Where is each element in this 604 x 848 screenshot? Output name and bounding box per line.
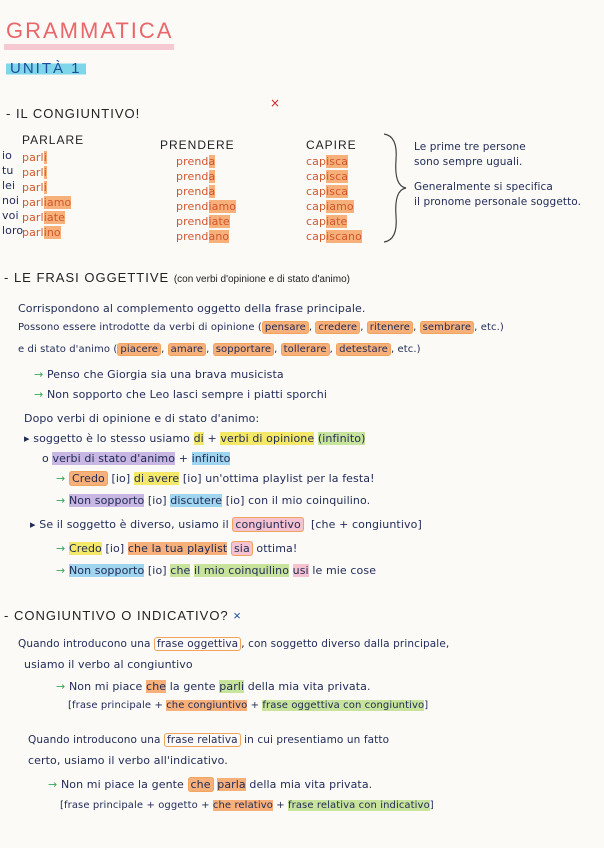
page-title: GRAMMATICA: [6, 18, 174, 43]
pronoun: lei: [2, 179, 16, 192]
arrow-icon: →: [56, 564, 66, 577]
formula-relativa: [frase principale + oggetto + che relativo + frase relativa con indicativo]: [60, 800, 434, 811]
star-mark: ×: [270, 96, 281, 110]
relativa-rule-2: certo, usiamo il verbo all'indicativo.: [28, 754, 228, 767]
title-underline: [4, 44, 174, 50]
capire-forms: capisca capisca capisca capiamo capiate capiscano: [306, 155, 362, 243]
arrow-icon: →: [56, 680, 66, 693]
arrow-icon: →: [34, 388, 44, 401]
pronoun: noi: [2, 194, 20, 207]
arrow-icon: →: [34, 368, 44, 381]
feeling-verbs-line: e di stato d'animo ( piacere , amare , sopportare , tollerare , detestare , etc.): [18, 344, 421, 355]
pronoun: loro: [2, 224, 24, 237]
arrow-icon: →: [56, 542, 66, 555]
unit-label: UNITÀ 1: [6, 60, 86, 77]
example-relativa: → Non mi piace la gente che parla della mia vita privata.: [48, 778, 373, 791]
bullet-icon: ▸: [24, 432, 30, 445]
formula-oggettiva: [frase principale + che congiuntivo + frase oggettiva con congiuntivo]: [68, 700, 429, 711]
parlare-forms: parli parli parli parliamo parliate parlino: [22, 151, 72, 239]
col-prendere: PRENDERE: [160, 138, 235, 152]
oggettive-definition: Corrispondono al complemento oggetto della frase principale.: [18, 302, 366, 315]
brace-icon: [380, 130, 410, 246]
section-congiuntivo-heading: - IL CONGIUNTIVO!: [6, 106, 141, 121]
arrow-icon: →: [56, 472, 66, 485]
col-parlare: PARLARE: [22, 133, 85, 147]
example-non-sopporto-inf: → Non sopporto [io] discutere [io] con il mio coinquilino.: [56, 494, 371, 507]
section-indicativo-heading: - CONGIUNTIVO O INDICATIVO? ×: [4, 608, 242, 623]
prendere-forms: prenda prenda prenda prendiamo prendiate prendano: [176, 155, 237, 243]
arrow-icon: →: [48, 778, 58, 791]
rule-note: Le prime tre persone sono sempre uguali. Generalmente si specifica il pronome personale soggetto.: [414, 141, 582, 208]
col-capire: CAPIRE: [306, 138, 357, 152]
pronoun: voi: [2, 209, 19, 222]
arrow-icon: →: [56, 494, 66, 507]
bullet-icon: ▸: [30, 518, 36, 531]
rule-different-subject: ▸ Se il soggetto è diverso, usiamo il congiuntivo [che + congiuntivo]: [30, 518, 422, 531]
rule-feeling-verbs: o verbi di stato d'animo + infinito: [42, 452, 231, 465]
example-non-sopporto-che: → Non sopporto [io] che il mio coinquilino usi le mie cose: [56, 564, 377, 577]
rule-intro: Dopo verbi di opinione e di stato d'animo:: [24, 412, 260, 425]
example-1: → Penso che Giorgia sia una brava musicista: [34, 368, 284, 381]
oggettiva-rule: Quando introducono una frase oggettiva , con soggetto diverso dalla principale,: [18, 638, 450, 650]
pronoun-list: [2, 148, 23, 238]
opinion-verbs-line: Possono essere introdotte da verbi di opinione ( pensare , credere , ritenere , sembrare , etc.): [18, 322, 504, 333]
oggettiva-rule-2: usiamo il verbo al congiuntivo: [24, 658, 193, 671]
pronoun: tu: [2, 164, 14, 177]
example-2: → Non sopporto che Leo lasci sempre i piatti sporchi: [34, 388, 327, 401]
rule-same-subject: ▸ soggetto è lo stesso usiamo di + verbi di opinione (infinito): [24, 432, 366, 445]
example-oggettiva: → Non mi piace che la gente parli della mia vita privata.: [56, 680, 371, 693]
pronoun: io: [2, 149, 12, 162]
example-credo-di: → Credo [io] di avere [io] un'ottima playlist per la festa!: [56, 472, 375, 485]
section-oggettive-heading: - LE FRASI OGGETTIVE (con verbi d'opinione e di stato d'animo): [4, 270, 350, 285]
example-credo-che: → Credo [io] che la tua playlist sia ottima!: [56, 542, 298, 555]
relativa-rule: Quando introducono una frase relativa in cui presentiamo un fatto: [28, 734, 390, 746]
